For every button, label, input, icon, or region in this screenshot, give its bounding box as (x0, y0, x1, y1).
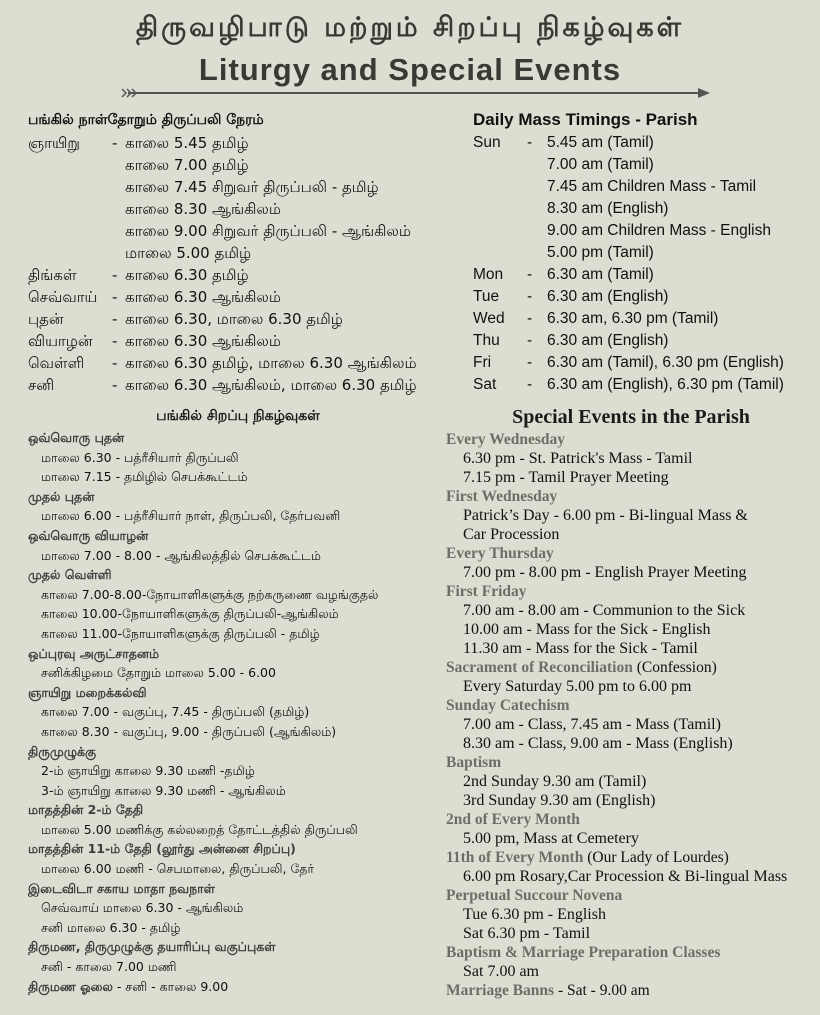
event-heading (28, 977, 448, 997)
tamil-mass-heading: பங்கில் நாள்தோறும் திருப்பலி நேரம் (28, 112, 264, 128)
page-title-tamil: திருவழிபாடு மற்றும் சிறப்பு நிகழ்வுகள் (136, 12, 684, 43)
event-detail: காலை 11.00-நோயாளிகளுக்கு திருப்பலி - தமிழ் (41, 625, 320, 641)
mass-time: காலை 8.30 ஆங்கிலம் (125, 200, 281, 218)
event-detail: Tue 6.30 pm - English (463, 906, 606, 923)
mass-day: Sun (473, 134, 501, 151)
event-detail: 3rd Sunday 9.30 am (English) (463, 792, 656, 809)
mass-row (28, 198, 458, 220)
event-heading: முதல் புதன் (28, 488, 95, 504)
mass-row (28, 220, 458, 242)
mass-row (473, 198, 813, 220)
event-heading-label: 11th of Every Month (446, 849, 584, 866)
mass-row (28, 132, 458, 154)
event-heading: Baptism & Marriage Preparation Classes (446, 944, 721, 961)
event-detail: காலை 7.00-8.00-நோயாளிகளுக்கு நற்கருணை வழங்குதல் (41, 586, 379, 602)
event-heading: இடைவிடா சகாய மாதா நவநாள் (28, 880, 215, 896)
mass-day: புதன் (28, 310, 64, 328)
event-detail: - சனி - காலை 9.00 (112, 978, 229, 994)
event-detail: 6.30 pm - St. Patrick's Mass - Tamil (463, 450, 693, 467)
mass-row (473, 176, 813, 198)
mass-dash: - (112, 332, 118, 350)
event-detail: 10.00 am - Mass for the Sick - English (463, 621, 711, 638)
tamil-mass-timings (28, 108, 458, 396)
mass-day: Wed (473, 310, 505, 327)
event-detail: 7.15 pm - Tamil Prayer Meeting (463, 469, 669, 486)
event-detail: மாலை 6.00 - பத்ரீசியார் நாள், திருப்பலி, தேர்பவனி (41, 508, 341, 524)
event-detail: 6.00 pm Rosary,Car Procession & Bi-lingual Mass (463, 868, 788, 885)
mass-dash: - (527, 310, 533, 327)
mass-dash: - (112, 134, 118, 152)
event-heading: Sunday Catechism (446, 697, 570, 714)
event-heading: Every Thursday (446, 545, 554, 562)
event-detail: மாலை 7.00 - 8.00 - ஆங்கிலத்தில் செபக்கூட்டம் (41, 547, 321, 563)
event-detail: Sat 6.30 pm - Tamil (463, 925, 591, 942)
event-heading: Perpetual Succour Novena (446, 887, 623, 904)
event-detail: 11.30 am - Mass for the Sick - Tamil (463, 640, 698, 657)
event-detail: 7.00 pm - 8.00 pm - English Prayer Meeting (463, 564, 747, 581)
mass-dash: - (112, 288, 118, 306)
mass-time: 6.30 am (English) (547, 332, 669, 349)
mass-row (28, 308, 458, 330)
event-heading (446, 981, 816, 1000)
event-detail: 7.00 am - Class, 7.45 am - Mass (Tamil) (463, 716, 721, 733)
event-heading: முதல் வெள்ளி (28, 567, 112, 583)
event-heading: ஒவ்வொரு புதன் (28, 430, 125, 445)
mass-time: 8.30 am (English) (547, 200, 669, 217)
mass-time: 6.30 am, 6.30 pm (Tamil) (547, 310, 719, 327)
event-detail: Car Procession (463, 526, 560, 543)
event-detail: மாலை 5.00 மணிக்கு கல்லறைத் தோட்டத்தில் திருப்பலி (41, 821, 358, 837)
page-title-english: Liturgy and Special Events (198, 52, 622, 87)
event-heading: மாதத்தின் 11-ம் தேதி (லூர்து அன்னை சிறப்பு) (28, 841, 296, 857)
event-detail: காலை 10.00-நோயாளிகளுக்கு திருப்பலி-ஆங்கிலம் (41, 606, 339, 622)
tamil-events-list (28, 428, 448, 996)
mass-dash: - (112, 310, 118, 328)
tamil-mass-rows (28, 132, 458, 396)
mass-dash: - (112, 266, 118, 284)
mass-day: ஞாயிறு (28, 134, 80, 152)
english-events-heading: Special Events in the Parish (512, 406, 750, 428)
mass-row (28, 330, 458, 352)
mass-time: காலை 6.30 ஆங்கிலம் (125, 288, 281, 306)
event-heading: மாதத்தின் 2-ம் தேதி (28, 802, 144, 818)
mass-time: காலை 7.45 சிறுவர் திருப்பலி - தமிழ் (125, 178, 379, 196)
mass-time: காலை 6.30 தமிழ், மாலை 6.30 ஆங்கிலம் (125, 354, 417, 372)
mass-row (473, 308, 813, 330)
mass-day: Mon (473, 266, 504, 283)
mass-time: 7.00 am (Tamil) (547, 156, 654, 173)
mass-dash: - (527, 288, 533, 305)
mass-dash: - (527, 266, 533, 283)
english-mass-heading: Daily Mass Timings - Parish (473, 110, 698, 129)
event-detail: Every Saturday 5.00 pm to 6.00 pm (463, 678, 692, 695)
mass-day: சனி (28, 376, 55, 394)
event-heading-note: (Confession) (632, 659, 717, 676)
event-heading: Baptism (446, 754, 502, 771)
event-detail: 3-ம் ஞாயிறு காலை 9.30 மணி - ஆங்கிலம் (41, 782, 286, 798)
event-heading: 2nd of Every Month (446, 811, 580, 828)
mass-time: 5.00 pm (Tamil) (547, 244, 654, 261)
event-heading (446, 848, 816, 867)
tamil-events-heading: பங்கில் சிறப்பு நிகழ்வுகள் (156, 408, 320, 424)
mass-day: Thu (473, 332, 500, 349)
event-heading: திருமுழுக்கு (28, 743, 97, 759)
event-heading: ஒவ்வொரு வியாழன் (28, 527, 149, 543)
mass-dash: - (527, 332, 533, 349)
mass-row (473, 330, 813, 352)
event-detail: காலை 8.30 - வகுப்பு, 9.00 - திருப்பலி (ஆங்கிலம்) (41, 723, 337, 739)
mass-day: செவ்வாய் (28, 288, 98, 306)
event-detail: சனி - காலை 7.00 மணி (41, 959, 177, 975)
event-heading: திருமண, திருமுழுக்கு தயாரிப்பு வகுப்புகள் (28, 939, 276, 955)
mass-time: 6.30 am (Tamil) (547, 266, 654, 283)
event-detail: 5.00 pm, Mass at Cemetery (463, 830, 639, 847)
mass-day: Tue (473, 288, 500, 305)
mass-row (473, 132, 813, 154)
mass-time: காலை 5.45 தமிழ் (125, 134, 249, 152)
mass-day: Sat (473, 376, 497, 393)
mass-dash: - (527, 354, 533, 371)
event-heading: Every Wednesday (446, 431, 565, 448)
mass-row (473, 242, 813, 264)
mass-day: திங்கள் (28, 266, 77, 284)
mass-row (28, 154, 458, 176)
event-detail: மாலை 6.00 மணி - செபமாலை, திருப்பலி, தேர் (41, 861, 315, 877)
event-heading-note: (Our Lady of Lourdes) (583, 849, 729, 866)
mass-dash: - (112, 354, 118, 372)
event-heading: First Wednesday (446, 488, 558, 505)
mass-row (28, 374, 458, 396)
event-detail: 8.30 am - Class, 9.00 am - Mass (English) (463, 735, 733, 752)
event-detail: சனிக்கிழமை தோறும் மாலை 5.00 - 6.00 (41, 665, 276, 681)
mass-time: காலை 6.30, மாலை 6.30 தமிழ் (125, 310, 343, 328)
tamil-special-events (28, 404, 448, 996)
ornamental-divider (120, 86, 710, 100)
mass-time: காலை 9.00 சிறுவர் திருப்பலி - ஆங்கிலம் (125, 222, 411, 240)
mass-row (473, 220, 813, 242)
mass-time: 6.30 am (English), 6.30 pm (Tamil) (547, 376, 784, 393)
event-heading-label: திருமண ஓலை (28, 978, 113, 994)
event-detail: மாலை 7.15 - தமிழில் செபக்கூட்டம் (41, 469, 248, 485)
event-heading: First Friday (446, 583, 527, 600)
mass-day: Fri (473, 354, 492, 371)
mass-row (473, 374, 813, 396)
mass-row (473, 154, 813, 176)
mass-row (473, 352, 813, 374)
mass-dash: - (527, 376, 533, 393)
mass-time: 5.45 am (Tamil) (547, 134, 654, 151)
mass-day: வியாழன் (28, 332, 93, 350)
mass-time: காலை 6.30 ஆங்கிலம், மாலை 6.30 தமிழ் (125, 376, 417, 394)
mass-dash: - (527, 134, 533, 151)
event-heading: ஞாயிறு மறைக்கல்வி (28, 684, 147, 700)
mass-row (28, 176, 458, 198)
english-mass-rows (473, 132, 813, 396)
event-detail: Patrick’s Day - 6.00 pm - Bi-lingual Mass & (463, 507, 748, 524)
event-detail: காலை 7.00 - வகுப்பு, 7.45 - திருப்பலி (தமிழ்) (41, 704, 310, 720)
mass-dash: - (112, 376, 118, 394)
event-detail: 7.00 am - 8.00 am - Communion to the Sick (463, 602, 746, 619)
mass-time: காலை 6.30 ஆங்கிலம் (125, 332, 281, 350)
mass-time: காலை 6.30 தமிழ் (125, 266, 249, 284)
event-heading (446, 658, 816, 677)
mass-row (473, 286, 813, 308)
event-heading-label: Sacrament of Reconciliation (446, 659, 633, 676)
event-heading-label: Marriage Banns (446, 982, 555, 999)
mass-time: மாலை 5.00 தமிழ் (125, 244, 252, 262)
event-heading-note: - Sat - 9.00 am (554, 982, 650, 999)
mass-time: 6.30 am (English) (547, 288, 669, 305)
mass-time: 6.30 am (Tamil), 6.30 pm (English) (547, 354, 784, 371)
event-detail: செவ்வாய் மாலை 6.30 - ஆங்கிலம் (41, 900, 244, 916)
english-special-events (446, 404, 816, 1000)
english-events-list (446, 430, 816, 1000)
event-detail: மாலை 6.30 - பத்ரீசியார் திருப்பலி (41, 449, 239, 465)
event-detail: Sat 7.00 am (463, 963, 539, 980)
event-detail: 2nd Sunday 9.30 am (Tamil) (463, 773, 647, 790)
mass-row (473, 264, 813, 286)
mass-row (28, 352, 458, 374)
mass-row (28, 286, 458, 308)
mass-time: 9.00 am Children Mass - English (547, 222, 771, 239)
mass-row (28, 264, 458, 286)
mass-time: 7.45 am Children Mass - Tamil (547, 178, 757, 195)
event-heading: ஒப்புரவு அருட்சாதனம் (28, 645, 160, 661)
mass-row (28, 242, 458, 264)
mass-day: வெள்ளி (28, 354, 85, 372)
mass-time: காலை 7.00 தமிழ் (125, 156, 249, 174)
event-detail: 2-ம் ஞாயிறு காலை 9.30 மணி -தமிழ் (41, 763, 255, 779)
english-mass-timings (473, 108, 813, 396)
event-detail: சனி மாலை 6.30 - தமிழ் (41, 919, 181, 935)
